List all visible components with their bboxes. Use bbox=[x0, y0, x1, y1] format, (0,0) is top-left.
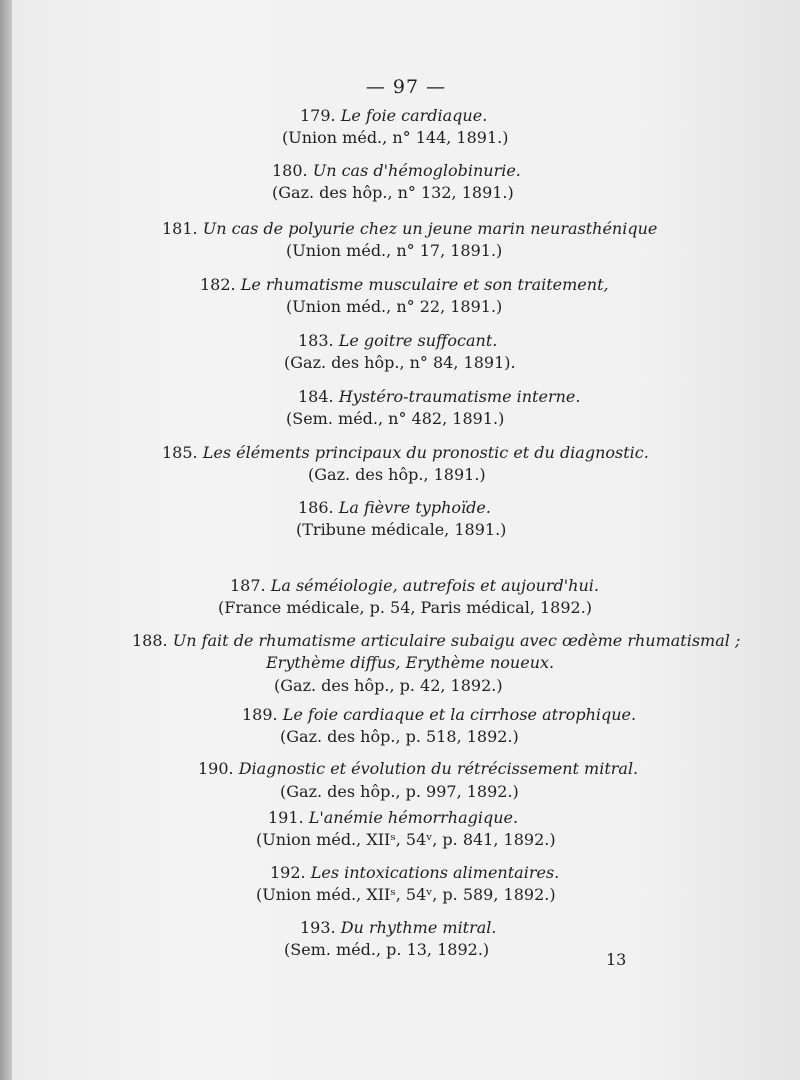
entry-reference: (Gaz. des hôp., p. 997, 1892.) bbox=[280, 782, 519, 801]
entry-title-line bbox=[200, 274, 609, 296]
entry-reference: (Union méd., n° 22, 1891.) bbox=[286, 297, 503, 316]
entry-number: 191. bbox=[268, 808, 304, 827]
entry-reference: (France médicale, p. 54, Paris médical, 1892.) bbox=[218, 598, 593, 617]
entry-number: 181. bbox=[162, 219, 198, 238]
entry-title: Le foie cardiaque. bbox=[340, 106, 488, 125]
entry-number: 189. bbox=[242, 705, 278, 724]
entry-number: 179. bbox=[300, 106, 336, 125]
entry-number: 193. bbox=[300, 918, 336, 937]
page-number: — 97 — bbox=[365, 76, 447, 98]
entry-title: Le foie cardiaque et la cirrhose atrophique. bbox=[282, 705, 637, 724]
entry-title-line bbox=[272, 160, 521, 182]
entry-number: 188. bbox=[132, 631, 168, 650]
entry-title-line bbox=[132, 630, 740, 652]
entry-title: Du rhythme mitral. bbox=[340, 918, 497, 937]
entry-number: 186. bbox=[298, 498, 334, 517]
entry-title-line bbox=[270, 862, 559, 884]
entry-title-line bbox=[298, 330, 497, 352]
entry-title: Les intoxications alimentaires. bbox=[310, 863, 560, 882]
entry-reference: (Gaz. des hôp., 1891.) bbox=[308, 465, 486, 484]
entry-reference: (Gaz. des hôp., p. 518, 1892.) bbox=[280, 727, 519, 746]
entry-title-line bbox=[162, 218, 657, 240]
entry-number: 180. bbox=[272, 161, 308, 180]
signature-mark: 13 bbox=[606, 950, 627, 969]
entry-number: 190. bbox=[198, 759, 234, 778]
entry-title: Le goitre suffocant. bbox=[338, 331, 498, 350]
entry-title: La séméiologie, autrefois et aujourd'hui. bbox=[270, 576, 599, 595]
entry-number: 183. bbox=[298, 331, 334, 350]
entry-number: 187. bbox=[230, 576, 266, 595]
entry-title-line bbox=[298, 497, 491, 519]
entry-reference: (Union méd., n° 17, 1891.) bbox=[286, 241, 503, 260]
entry-title-line bbox=[300, 105, 487, 127]
entry-reference: (Sem. méd., n° 482, 1891.) bbox=[286, 409, 505, 428]
entry-reference: (Union méd., n° 144, 1891.) bbox=[282, 128, 509, 147]
entry-reference: (Union méd., XIIˢ, 54ᵛ, p. 589, 1892.) bbox=[256, 885, 556, 904]
entry-title: Un fait de rhumatisme articulaire subaigu avec œdème rhumatismal ; bbox=[172, 631, 741, 650]
entry-number: 182. bbox=[200, 275, 236, 294]
entry-title-line bbox=[230, 575, 599, 597]
entry-title-line bbox=[268, 807, 518, 829]
document-page bbox=[12, 0, 800, 1080]
entry-title-line bbox=[242, 704, 636, 726]
entry-reference: (Gaz. des hôp., n° 132, 1891.) bbox=[272, 183, 514, 202]
entry-title-line bbox=[162, 442, 649, 464]
entry-reference: (Union méd., XIIˢ, 54ᵛ, p. 841, 1892.) bbox=[256, 830, 556, 849]
entry-title: Diagnostic et évolution du rétrécissement mitral. bbox=[238, 759, 639, 778]
scan-edge bbox=[0, 0, 12, 1080]
entry-title: Le rhumatisme musculaire et son traitement, bbox=[240, 275, 609, 294]
entry-number: 184. bbox=[298, 387, 334, 406]
entry-reference: (Gaz. des hôp., n° 84, 1891). bbox=[284, 353, 516, 372]
entry-title: Hystéro-traumatisme interne. bbox=[338, 387, 581, 406]
entry-title: Un cas d'hémoglobinurie. bbox=[312, 161, 521, 180]
entry-title-line bbox=[300, 917, 497, 939]
entry-title-line bbox=[198, 758, 638, 780]
entry-reference: (Sem. méd., p. 13, 1892.) bbox=[284, 940, 490, 959]
entry-title-continued: Erythème diffus, Erythème noueux. bbox=[266, 653, 555, 672]
entry-title-line bbox=[298, 386, 580, 408]
entry-number: 192. bbox=[270, 863, 306, 882]
entry-number: 185. bbox=[162, 443, 198, 462]
entry-title: L'anémie hémorrhagique. bbox=[308, 808, 519, 827]
entry-title: La fièvre typhoïde. bbox=[338, 498, 491, 517]
entry-title: Les éléments principaux du pronostic et du diagnostic. bbox=[202, 443, 649, 462]
entry-reference: (Tribune médicale, 1891.) bbox=[296, 520, 507, 539]
entry-title: Un cas de polyurie chez un jeune marin neurasthénique bbox=[202, 219, 658, 238]
entry-reference: (Gaz. des hôp., p. 42, 1892.) bbox=[274, 676, 503, 695]
